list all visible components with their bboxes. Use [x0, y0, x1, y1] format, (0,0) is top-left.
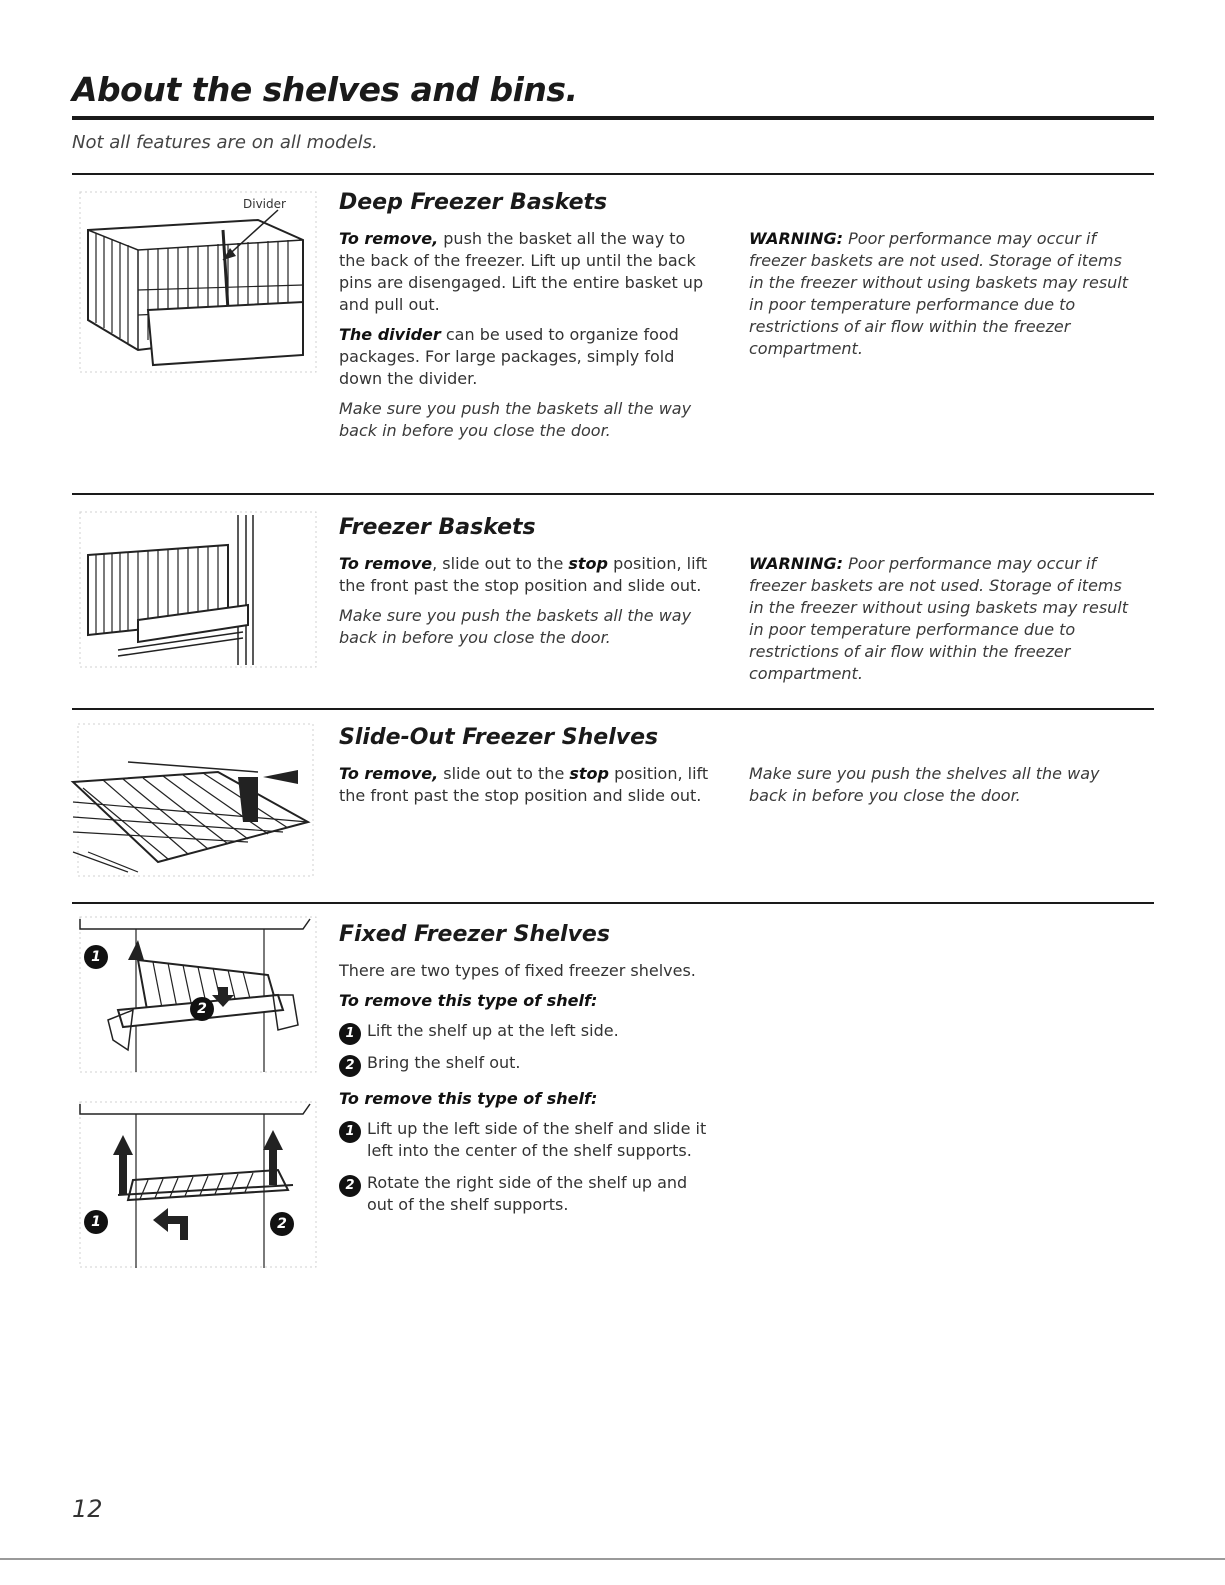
step-text: Rotate the right side of the shelf up and out of the shelf supports. — [367, 1173, 688, 1214]
deep-basket-illustration — [78, 190, 318, 375]
step-number-badge: 1 — [339, 1121, 361, 1143]
section-title-fixed-freezer-shelves: Fixed Freezer Shelves — [339, 922, 610, 947]
push-baskets-note: Make sure you push the baskets all the way back in before you close the door. — [339, 399, 692, 440]
divider-lead: The divider — [339, 325, 441, 344]
type-a-heading: To remove this type of shelf: — [339, 991, 598, 1010]
to-remove-text: push the basket all the way to the back of the freezer. Lift up until the back pins are disengaged. Lift the entire basket up and pull out. — [339, 229, 704, 314]
step-number-badge: 1 — [339, 1023, 361, 1045]
type-a-step-2 — [339, 1052, 714, 1074]
divider-paragraph — [339, 324, 714, 390]
page-title: About the shelves and bins. — [72, 70, 578, 109]
to-remove-pre: slide out to the — [438, 764, 570, 783]
type-b-step-2 — [339, 1172, 714, 1216]
freezer-baskets-warning — [749, 553, 1139, 693]
step-text: Bring the shelf out. — [367, 1053, 521, 1072]
step-text: Lift up the left side of the shelf and slide it left into the center of the shelf supports. — [367, 1119, 707, 1160]
step-2-badge: 2 — [190, 997, 214, 1021]
freezer-basket-illustration — [78, 510, 318, 670]
slide-out-shelves-instructions — [339, 763, 714, 815]
section-divider — [72, 173, 1154, 175]
step-number-badge: 2 — [339, 1175, 361, 1197]
slide-out-push-note — [749, 763, 1139, 815]
type-b-heading: To remove this type of shelf: — [339, 1089, 598, 1108]
warning-text: Poor performance may occur if freezer baskets are not used. Storage of items in the freezer without using baskets may result in poor temperature performance due to restrictions of air flow within the freezer compartment. — [749, 229, 1129, 358]
title-rule — [72, 116, 1154, 120]
to-remove-post: position, lift the front past the stop position and slide out. — [339, 764, 709, 805]
to-remove-pre: , slide out to the — [432, 554, 569, 573]
step-number-badge: 2 — [339, 1055, 361, 1077]
to-remove-lead: To remove, — [339, 229, 439, 248]
page-bottom-rule — [0, 1558, 1225, 1560]
fixed-shelves-intro: There are two types of fixed freezer shelves. — [339, 961, 696, 980]
section-title-slide-out-freezer-shelves: Slide-Out Freezer Shelves — [339, 725, 659, 750]
freezer-baskets-instructions — [339, 553, 714, 657]
fixed-shelf-type-a-illustration — [78, 915, 318, 1075]
step-2-badge: 2 — [270, 1212, 294, 1236]
freezer-baskets-remove-paragraph — [339, 553, 714, 597]
type-a-step-1 — [339, 1020, 714, 1042]
deep-baskets-warning — [749, 228, 1139, 368]
slide-out-shelf-illustration — [68, 722, 318, 882]
warning-text: Poor performance may occur if freezer baskets are not used. Storage of items in the freezer without using baskets may result in poor temperature performance due to restrictions of air flow within the freezer compartment. — [749, 554, 1129, 683]
section-divider — [72, 708, 1154, 710]
to-remove-lead: To remove, — [339, 764, 439, 783]
stop-word: stop — [568, 554, 608, 573]
section-divider — [72, 902, 1154, 904]
section-divider — [72, 493, 1154, 495]
deep-baskets-remove-paragraph — [339, 228, 714, 316]
warning-lead: WARNING: — [749, 229, 844, 248]
section-title-freezer-baskets: Freezer Baskets — [339, 515, 536, 540]
slide-out-remove-paragraph — [339, 763, 714, 807]
page-subtitle: Not all features are on all models. — [72, 132, 378, 153]
page-number: 12 — [72, 1495, 103, 1523]
fixed-shelf-type-b-illustration — [78, 1100, 318, 1270]
step-text: Lift the shelf up at the left side. — [367, 1021, 619, 1040]
to-remove-post: position, lift the front past the stop position and slide out. — [339, 554, 708, 595]
type-b-step-1 — [339, 1118, 714, 1162]
stop-word: stop — [569, 764, 609, 783]
deep-baskets-instructions — [339, 228, 714, 450]
push-shelves-note: Make sure you push the shelves all the way back in before you close the door. — [749, 764, 1100, 805]
divider-text: can be used to organize food packages. For large packages, simply fold down the divider. — [339, 325, 679, 388]
section-title-deep-freezer-baskets: Deep Freezer Baskets — [339, 190, 608, 215]
step-1-badge: 1 — [84, 945, 108, 969]
divider-label: Divider — [243, 197, 286, 211]
step-1-badge: 1 — [84, 1210, 108, 1234]
fixed-shelves-instructions — [339, 960, 714, 1226]
push-baskets-note: Make sure you push the baskets all the way back in before you close the door. — [339, 606, 692, 647]
to-remove-lead: To remove — [339, 554, 433, 573]
warning-lead: WARNING: — [749, 554, 844, 573]
